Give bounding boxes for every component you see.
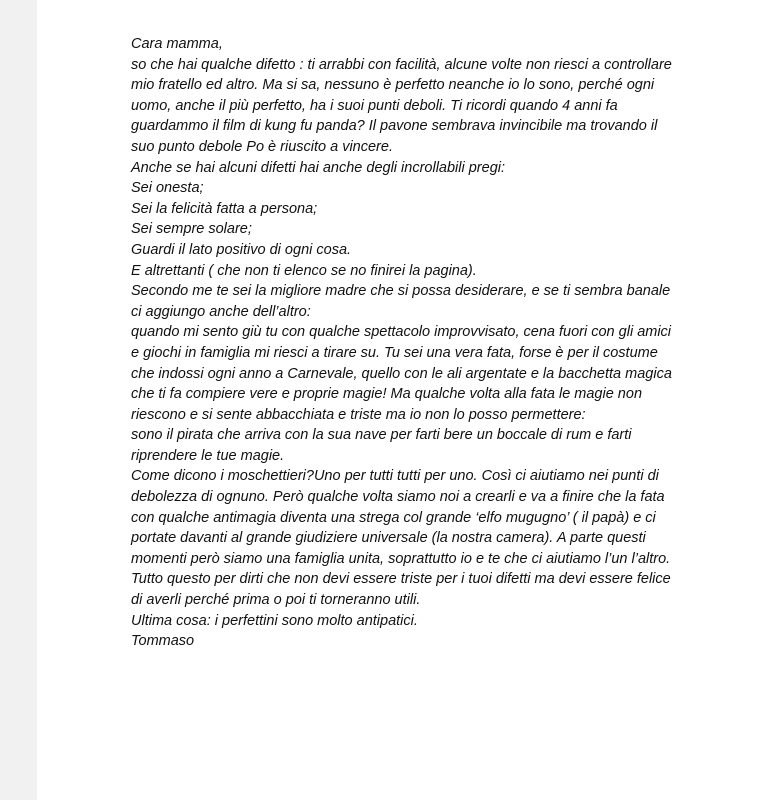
letter-line: che indossi ogni anno a Carnevale, quello con le ali argentate e la bacchetta magica [131,365,672,382]
letter-line: Sei onesta; [131,180,204,197]
letter-line: so che hai qualche difetto : ti arrabbi con facilità, alcune volte non riesci a controllare [131,56,672,73]
letter-line: e giochi in famiglia mi riesci a tirare su. Tu sei una vera fata, forse è per il costume [131,344,658,361]
letter-line: suo punto debole Po è riuscito a vincere. [131,138,393,155]
letter-line: con qualche antimagia diventa una strega col grande ‘elfo mugugno’ ( il papà) e ci [131,509,656,526]
letter-signature: Tommaso [131,633,195,650]
letter-line: che ti fa compiere vere e proprie magie! Ma qualche volta alla fata le magie non [131,386,643,403]
letter-line: uomo, anche il più perfetto, ha i suoi punti deboli. Ti ricordi quando 4 anni fa [131,97,618,114]
letter-line: ci aggiungo anche dell’altro: [131,303,311,320]
letter-line: Anche se hai alcuni difetti hai anche degli incrollabili pregi: [131,159,506,176]
letter-line: Tutto questo per dirti che non devi essere triste per i tuoi difetti ma devi essere felice [131,571,671,588]
letter-line: Come dicono i moschettieri?Uno per tutti tutti per uno. Così ci aiutiamo nei punti di [131,468,659,485]
letter-line: guardammo il film di kung fu panda? Il pavone sembrava invincibile ma trovando il [131,118,658,135]
page-left-margin [0,0,37,800]
letter-line: quando mi sento giù tu con qualche spettacolo improvvisato, cena fuori con gli amici [131,324,672,341]
letter-line: portate davanti al grande giudiziere universale (la nostra camera). A parte questi [131,530,646,547]
letter-line: riprendere le tue magie. [131,447,285,464]
letter-line: Ultima cosa: i perfettini sono molto antipatici. [131,612,418,629]
letter-line: momenti però siamo una famiglia unita, soprattutto io e te che ci aiutiamo l’un l’altro. [131,550,671,567]
letter-line: E altrettanti ( che non ti elenco se no finirei la pagina). [131,262,477,279]
letter-line: sono il pirata che arriva con la sua nave per farti bere un boccale di rum e farti [131,427,632,444]
document-page [37,0,771,800]
letter-line: mio fratello ed altro. Ma si sa, nessuno è perfetto neanche io lo sono, perché ogni [131,77,655,94]
letter-line: debolezza di ognuno. Però qualche volta siamo noi a crearli e va a finire che la fata [131,489,665,506]
letter-line: Secondo me te sei la migliore madre che si possa desiderare, e se ti sembra banale [131,283,671,300]
letter-line: di averli perché prima o poi ti torneranno utili. [131,592,421,609]
letter-line: Guardi il lato positivo di ogni cosa. [131,241,352,258]
letter-line: Sei la felicità fatta a persona; [131,200,318,217]
letter-salutation: Cara mamma, [131,36,223,52]
letter-line: riescono e si sente abbacchiata e triste ma io non lo posso permettere: [131,406,586,423]
letter-body [131,34,761,652]
letter-line: Sei sempre solare; [131,221,252,238]
